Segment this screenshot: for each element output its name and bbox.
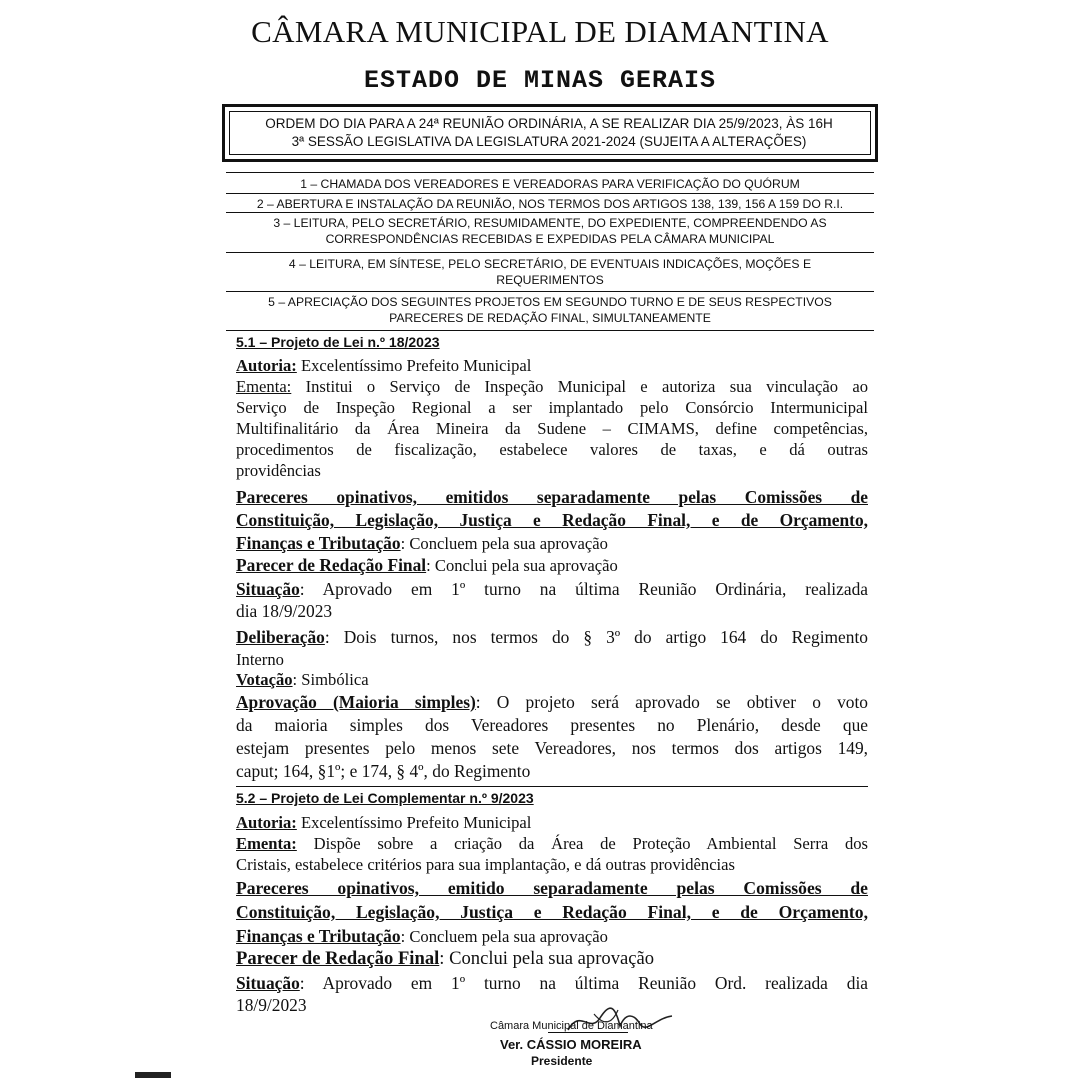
divider [226,330,874,331]
autoria-label: Autoria: [236,356,297,375]
pareceres-label: Finanças e Tributação [236,533,401,553]
agenda-item-text: CORRESPONDÊNCIAS RECEBIDAS E EXPEDIDAS PELA CÂMARA MUNICIPAL [325,232,775,246]
project-2-pareceres-label-line: Constituição, Legislação, Justiça e Redação Final, e de Orçamento, [236,902,868,922]
deliberacao-value: : Dois turnos, nos termos do § 3º do artigo 164 do Regimento [324,627,868,647]
agenda-item-5 [228,294,872,326]
divider [226,291,874,292]
agenda-item-text: PARECERES DE REDAÇÃO FINAL, SIMULTANEAMENTE [389,311,711,325]
pareceres-value: : Concluem pela sua aprovação [400,534,608,553]
project-2-pareceres-label-line: Pareceres opinativos, emitido separadamente pelas Comissões de [236,878,868,898]
pareceres-label: Finanças e Tributação [236,926,401,946]
project-1-situacao [236,579,868,600]
ementa-text-line: providências [236,461,321,480]
aprovacao-value: : O projeto será aprovado se obtiver o voto [475,692,868,712]
aprovacao-value-line: da maioria simples dos Vereadores presentes no Plenário, desde que [236,715,868,735]
document-subtitle: ESTADO DE MINAS GERAIS [363,66,717,95]
project-2-redacao-final [236,948,868,969]
divider [236,786,868,787]
ementa-text: Dispõe sobre a criação da Área de Proteção Ambiental Serra dos [296,834,868,853]
signature-line [548,1032,628,1033]
redacao-final-value: : Conclui pela sua aprovação [426,556,618,575]
divider [226,212,874,213]
ementa-text-line: procedimentos de fiscalização, estabelece valores de taxas, e dá outras [236,440,868,459]
redacao-final-label: Parecer de Redação Final [236,555,427,575]
divider [226,172,874,173]
project-1-heading: 5.1 – Projeto de Lei n.º 18/2023 [236,334,440,350]
autoria-value: Excelentíssimo Prefeito Municipal [296,356,532,375]
agenda-item-text: 4 – LEITURA, EM SÍNTESE, PELO SECRETÁRIO, DE EVENTUAIS INDICAÇÕES, MOÇÕES E [288,257,812,271]
votacao-label: Votação [236,670,293,689]
divider [226,193,874,194]
project-1-deliberacao [236,627,868,648]
aprovacao-value-line: caput; 164, §1º; e 174, § 4º, do Regimento [236,761,531,781]
deliberacao-value-line: Interno [236,650,284,669]
autoria-value: Excelentíssimo Prefeito Municipal [296,813,532,832]
project-1-pareceres-label-line: Pareceres opinativos, emitidos separadamente pelas Comissões de [236,487,868,507]
ementa-label: Ementa: [236,834,297,853]
situacao-label: Situação [236,579,300,599]
agenda-item-1 [228,176,872,192]
signatory-role: Presidente [531,1054,593,1068]
autoria-label: Autoria: [236,813,297,832]
situacao-value: : Aprovado em 1º turno na última Reunião Ordinária, realizada [299,579,868,599]
project-2-ementa [236,833,868,854]
pareceres-value: : Concluem pela sua aprovação [400,927,608,946]
agenda-header-line-2: 3ª SESSÃO LEGISLATIVA DA LEGISLATURA 2021-2024 (SUJEITA A ALTERAÇÕES) [291,134,807,149]
ementa-text-line: Multifinalitário da Área Mineira da Sudene – CIMAMS, define competências, [236,419,868,438]
redacao-final-label: Parecer de Redação Final [236,948,440,969]
situacao-value-line: dia 18/9/2023 [236,601,333,621]
agenda-item-4 [228,256,872,288]
ementa-text-line: Cristais, estabelece critérios para sua implantação, e dá outras providências [236,855,735,874]
divider [226,252,874,253]
situacao-value: : Aprovado em 1º turno na última Reunião Ord. realizada dia [299,973,868,993]
ementa-text-line: Serviço de Inspeção Regional a ser implantado pelo Consórcio Intermunicipal [236,398,868,417]
project-1-pareceres [236,533,868,554]
agenda-item-text: 3 – LEITURA, PELO SECRETÁRIO, RESUMIDAMENTE, DO EXPEDIENTE, COMPREENDENDO AS [273,216,827,230]
agenda-item-text: 1 – CHAMADA DOS VEREADORES E VEREADORAS PARA VERIFICAÇÃO DO QUÓRUM [300,177,800,191]
votacao-value: : Simbólica [292,670,369,689]
agenda-item-2 [228,196,872,212]
deliberacao-label: Deliberação [236,627,325,647]
project-1-votacao [236,669,868,690]
project-1-aprovacao [236,692,868,713]
agenda-item-text: 5 – APRECIAÇÃO DOS SEGUINTES PROJETOS EM SEGUNDO TURNO E DE SEUS RESPECTIVOS [268,295,832,309]
agenda-item-text: 2 – ABERTURA E INSTALAÇÃO DA REUNIÃO, NOS TERMOS DOS ARTIGOS 138, 139, 156 A 159 DO R.I. [256,197,844,211]
agenda-item-text: REQUERIMENTOS [496,273,604,287]
project-1-ementa [236,376,868,397]
project-1-autoria [236,355,868,376]
agenda-item-3 [228,215,872,247]
signature-stamp-line: Câmara Municipal de Diamantina [490,1020,653,1032]
signatory-name: Ver. CÁSSIO MOREIRA [500,1037,642,1052]
project-2-heading: 5.2 – Projeto de Lei Complementar n.º 9/2023 [236,790,534,806]
ementa-text: Institui o Serviço de Inspeção Municipal e autoriza sua vinculação ao [291,377,868,396]
situacao-label: Situação [236,973,300,993]
project-2-pareceres [236,926,868,947]
aprovacao-value-line: estejam presentes pelo menos sete Vereadores, nos termos dos artigos 149, [236,738,868,758]
project-1-pareceres-label-line: Constituição, Legislação, Justiça e Redação Final, e de Orçamento, [236,510,868,530]
redacao-final-value: : Conclui pela sua aprovação [439,948,655,969]
project-2-autoria [236,812,868,833]
agenda-header-box [222,104,878,162]
situacao-value-line: 18/9/2023 [236,995,307,1015]
document-title: CÂMARA MUNICIPAL DE DIAMANTINA [251,14,829,49]
project-2-situacao [236,973,868,994]
ementa-label: Ementa: [236,377,292,396]
project-1-redacao-final [236,555,868,576]
agenda-header-line-1: ORDEM DO DIA PARA A 24ª REUNIÃO ORDINÁRIA, A SE REALIZAR DIA 25/9/2023, ÀS 16H [265,116,833,131]
aprovacao-label: Aprovação (Maioria simples) [236,692,476,712]
scan-artifact [135,1072,171,1078]
